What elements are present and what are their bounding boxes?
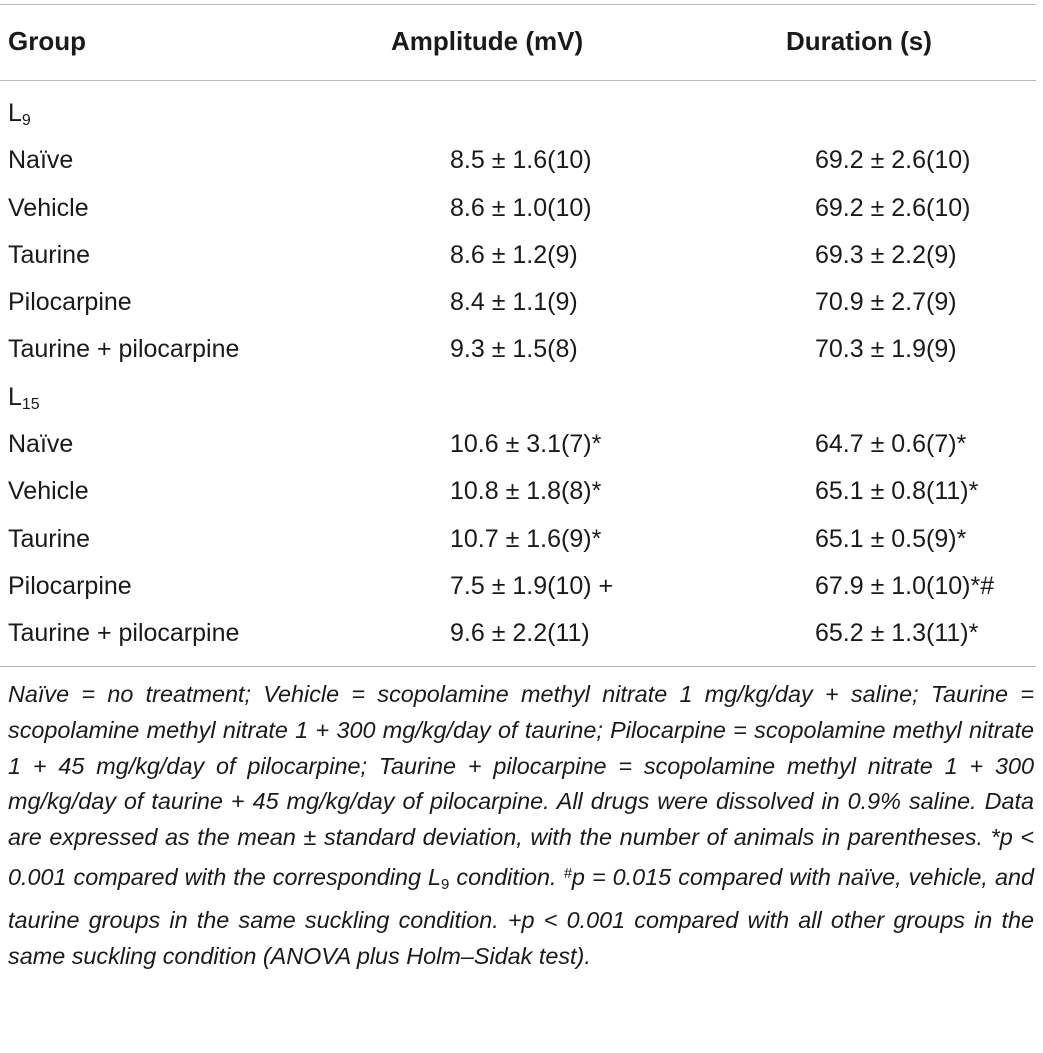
cell-group: Taurine + pilocarpine xyxy=(8,335,240,364)
section-label-sub: 9 xyxy=(21,112,31,129)
cell-amplitude: 10.8 ± 1.8(8)* xyxy=(450,477,602,506)
section-label-main: L xyxy=(8,382,22,411)
cell-group: Pilocarpine xyxy=(8,288,132,317)
cell-amplitude: 9.3 ± 1.5(8) xyxy=(450,335,578,364)
footnote-plus-note: +p < 0.001 compared with all other groups in the same suckling condition (ANOVA plus Holm–Sidak test). xyxy=(8,906,1034,969)
header-rule xyxy=(0,80,1036,81)
cell-amplitude: 7.5 ± 1.9(10) + xyxy=(450,571,614,600)
table-row xyxy=(0,232,1043,279)
cell-amplitude: 8.4 ± 1.1(9) xyxy=(450,288,578,317)
cell-duration: 69.2 ± 2.6(10) xyxy=(815,193,971,222)
footnote-star-note-sub: 9 xyxy=(441,875,450,893)
cell-amplitude: 8.6 ± 1.0(10) xyxy=(450,193,592,222)
header-amplitude: Amplitude (mV) xyxy=(391,26,584,56)
cell-duration: 65.1 ± 0.5(9)* xyxy=(815,524,967,553)
cell-amplitude: 10.6 ± 3.1(7)* xyxy=(450,430,602,459)
footnote-star-note: *p < 0.001 compared with the corresponding L xyxy=(8,824,1034,890)
section-label-sub: 15 xyxy=(21,395,40,413)
table-header xyxy=(0,20,1043,64)
header-group: Group xyxy=(8,26,86,56)
table-footnote xyxy=(8,677,1034,974)
table-row xyxy=(0,137,1043,184)
header-duration: Duration (s) xyxy=(786,26,932,56)
footnote-hash-mark: # xyxy=(563,864,572,882)
cell-group: Taurine xyxy=(8,524,90,553)
cell-group: Vehicle xyxy=(8,193,89,222)
cell-duration: 67.9 ± 1.0(10)*# xyxy=(815,571,995,600)
cell-amplitude: 9.6 ± 2.2(11) xyxy=(450,619,590,648)
cell-group: Naïve xyxy=(8,430,74,459)
cell-amplitude: 10.7 ± 1.6(9)* xyxy=(450,524,602,553)
cell-duration: 65.1 ± 0.8(11)* xyxy=(815,477,979,506)
table-row xyxy=(0,468,1043,515)
section-label-l9 xyxy=(0,90,1043,137)
footnote-hash-note: p = 0.015 compared with naïve, vehicle, and taurine groups in the same suckling condition. xyxy=(8,863,1034,933)
cell-group: Taurine + pilocarpine xyxy=(8,619,240,648)
cell-amplitude: 8.5 ± 1.6(10) xyxy=(450,146,592,175)
table-body xyxy=(0,90,1043,658)
cell-duration: 65.2 ± 1.3(11)* xyxy=(815,619,979,648)
table-row xyxy=(0,421,1043,468)
cell-group: Pilocarpine xyxy=(8,571,132,600)
top-rule xyxy=(0,4,1036,5)
section-label-l15 xyxy=(0,374,1043,421)
table-row xyxy=(0,610,1043,657)
cell-duration: 64.7 ± 0.6(7)* xyxy=(815,430,967,459)
cell-amplitude: 8.6 ± 1.2(9) xyxy=(450,240,578,269)
cell-duration: 69.3 ± 2.2(9) xyxy=(815,240,957,269)
table-row xyxy=(0,326,1043,373)
cell-duration: 69.2 ± 2.6(10) xyxy=(815,146,971,175)
table-row xyxy=(0,185,1043,232)
bottom-rule xyxy=(0,666,1036,667)
table-row xyxy=(0,516,1043,563)
cell-group: Taurine xyxy=(8,240,90,269)
cell-group: Vehicle xyxy=(8,477,89,506)
footnote-star-note-end: condition. xyxy=(449,863,564,890)
cell-group: Naïve xyxy=(8,146,74,175)
cell-duration: 70.3 ± 1.9(9) xyxy=(815,335,957,364)
table-row xyxy=(0,279,1043,326)
cell-duration: 70.9 ± 2.7(9) xyxy=(815,288,957,317)
table-row xyxy=(0,563,1043,610)
section-label-main: L xyxy=(8,99,22,127)
footnote-definitions: Naïve = no treatment; Vehicle = scopolamine methyl nitrate 1 mg/kg/day + saline; Taurine = scopolamine methyl nitrate 1 + 300 mg/kg/day of taurine; Pilocarpine = scopolamine methyl nitrate 1 + 45 mg/kg/day of pilocarpine; Taurine + pilocarpine = scopolamine methyl nitrate 1 + 300 mg/kg/day of taurine + 45 mg/kg/day of pilocarpine. All drugs were dissolved in 0.9% saline. Data are expressed as the mean ± standard deviation, with the number of animals in parentheses. xyxy=(8,681,1034,851)
